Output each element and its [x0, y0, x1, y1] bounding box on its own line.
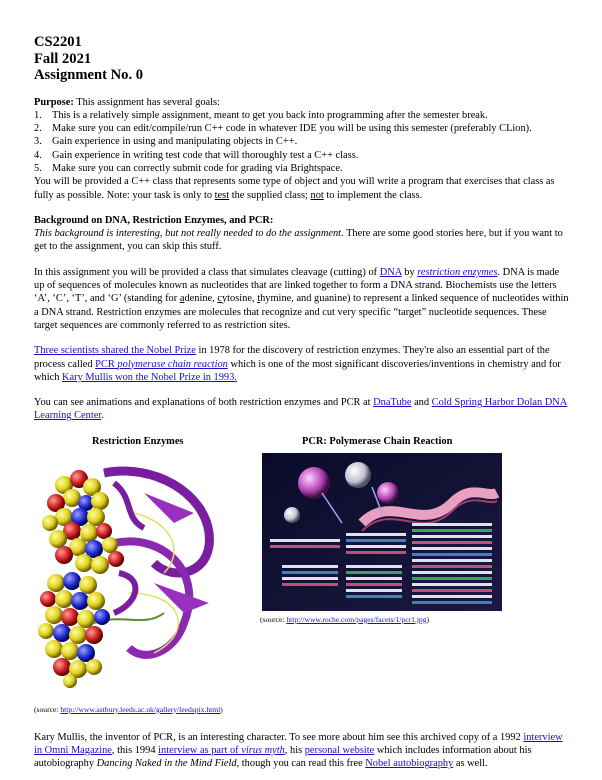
- purpose-intro: Purpose: This assignment has several goals:: [34, 96, 220, 108]
- paragraph-nobel: Three scientists shared the Nobel Prize in 1978 for the discovery of restriction enzymes. They're also an essential part of the process called PCR polymerase chain reaction which is one of the most significant discoveries/inventions in chemistry and for which Kary Mullis won the Nobel Prize in 1993.: [34, 345, 561, 383]
- background-note: This background is interesting, but not really needed to do the assignment. There are some good stories here, but if you want to get to the assignment, you can skip this stuff.: [34, 228, 563, 253]
- purpose-item: 1. This is a relatively simple assignment, meant to get you back into programming after the semester break.: [34, 109, 488, 121]
- term: Fall 2021: [34, 50, 92, 67]
- restriction-enzyme-molecule-image: [34, 453, 226, 689]
- book-title: Dancing Naked in the Mind Field: [96, 758, 237, 770]
- personal-website-link[interactable]: personal website: [304, 745, 375, 757]
- paragraph-animations: You can see animations and explanations of both restriction enzymes and PCR at DnaTube and Cold Spring Harbor Dolan DNA Learning Center.: [34, 397, 568, 422]
- assignment-title: Assignment No. 0: [34, 67, 144, 83]
- course-code: CS2201: [34, 34, 82, 50]
- cold-spring-harbor-link[interactable]: Cold Spring Harbor Dolan DNA Learning Center: [34, 397, 568, 422]
- purpose-item: 5. Make sure you can correctly submit code for grading via Brightspace.: [34, 162, 343, 174]
- omni-interview-link[interactable]: interview in Omni Magazine: [34, 731, 563, 757]
- restriction-enzymes-link[interactable]: restriction enzymes: [417, 266, 498, 278]
- astbury-source-link[interactable]: http://www.astbury.leeds.ac.uk/gallery/leedspix.html: [60, 704, 221, 714]
- mullis-nobel-link[interactable]: Kary Mullis won the Nobel Prize in 1993.: [62, 371, 237, 383]
- dnatube-link[interactable]: DnaTube: [373, 397, 412, 409]
- pcr-image-caption: (source: http://www.roche.com/pages/facets/1/pcr1.jpg): [260, 614, 430, 624]
- purpose-label: Purpose:: [34, 96, 74, 108]
- purpose-item: 3. Gain experience in using and manipulating objects in C++.: [34, 136, 298, 148]
- purpose-list: [34, 109, 570, 175]
- pcr-illustration-image: [262, 453, 502, 611]
- purpose-item: 2. Make sure you can edit/compile/run C++ code in whatever IDE you will be using this semester (preferably CLion).: [34, 123, 532, 135]
- purpose-closing: You will be provided a C++ class that represents some type of object and you will write a program that exercises that class as fully as possible. Note: your task is only to test the supplied class; not to implement the class.: [34, 176, 555, 201]
- document-page: [34, 34, 570, 771]
- purpose-item: 4. Gain experience in writing test code that will thoroughly test a C++ class.: [34, 149, 359, 161]
- roche-source-link[interactable]: http://www.roche.com/pages/facets/1/pcr1.jpg: [286, 614, 427, 624]
- virus-myth-link[interactable]: interview as part of virus myth: [158, 745, 285, 757]
- nobel-prize-link[interactable]: Three scientists shared the Nobel Prize: [34, 345, 196, 357]
- background-title: Background on DNA, Restriction Enzymes, and PCR:: [34, 214, 274, 226]
- nobel-autobiography-link[interactable]: Nobel autobiography: [365, 758, 454, 770]
- pcr-link[interactable]: PCR polymerase chain reaction: [95, 358, 228, 370]
- pcr-title: PCR: Polymerase Chain Reaction: [302, 435, 453, 447]
- paragraph-dna: In this assignment you will be provided a class that simulates cleavage (cutting) of DNA by restriction enzymes. DNA is made up of sequences of molecules known as nucleotides that are linked together to form a DNA strand. Biochemists use the letters ‘A’, ‘C’, ‘T’, and ‘G’ (standing for adenine, cytosine, thymine, and guanine) to represent a linked sequence of nucleotides within a DNA strand. Restriction enzymes are molecules that recognize and cut very specific “target” nucleotide sequences. These target sequences are commonly referred to as restriction sites.: [34, 266, 569, 331]
- paragraph-mullis: Kary Mullis, the inventor of PCR, is an interesting character. To see more about him see this archived copy of a 1992 interview in Omni Magazine, this 1994 interview as part of virus myth, his personal website which includes information about his autobiography Dancing Naked in the Mind Field, though you can read this free Nobel autobiography as well.: [34, 731, 563, 770]
- dna-link[interactable]: DNA: [379, 266, 402, 278]
- restriction-enzymes-title: Restriction Enzymes: [92, 435, 184, 447]
- figures: [34, 435, 570, 713]
- restriction-enzyme-image-caption: (source: http://www.astbury.leeds.ac.uk/gallery/leedspix.html): [34, 704, 223, 714]
